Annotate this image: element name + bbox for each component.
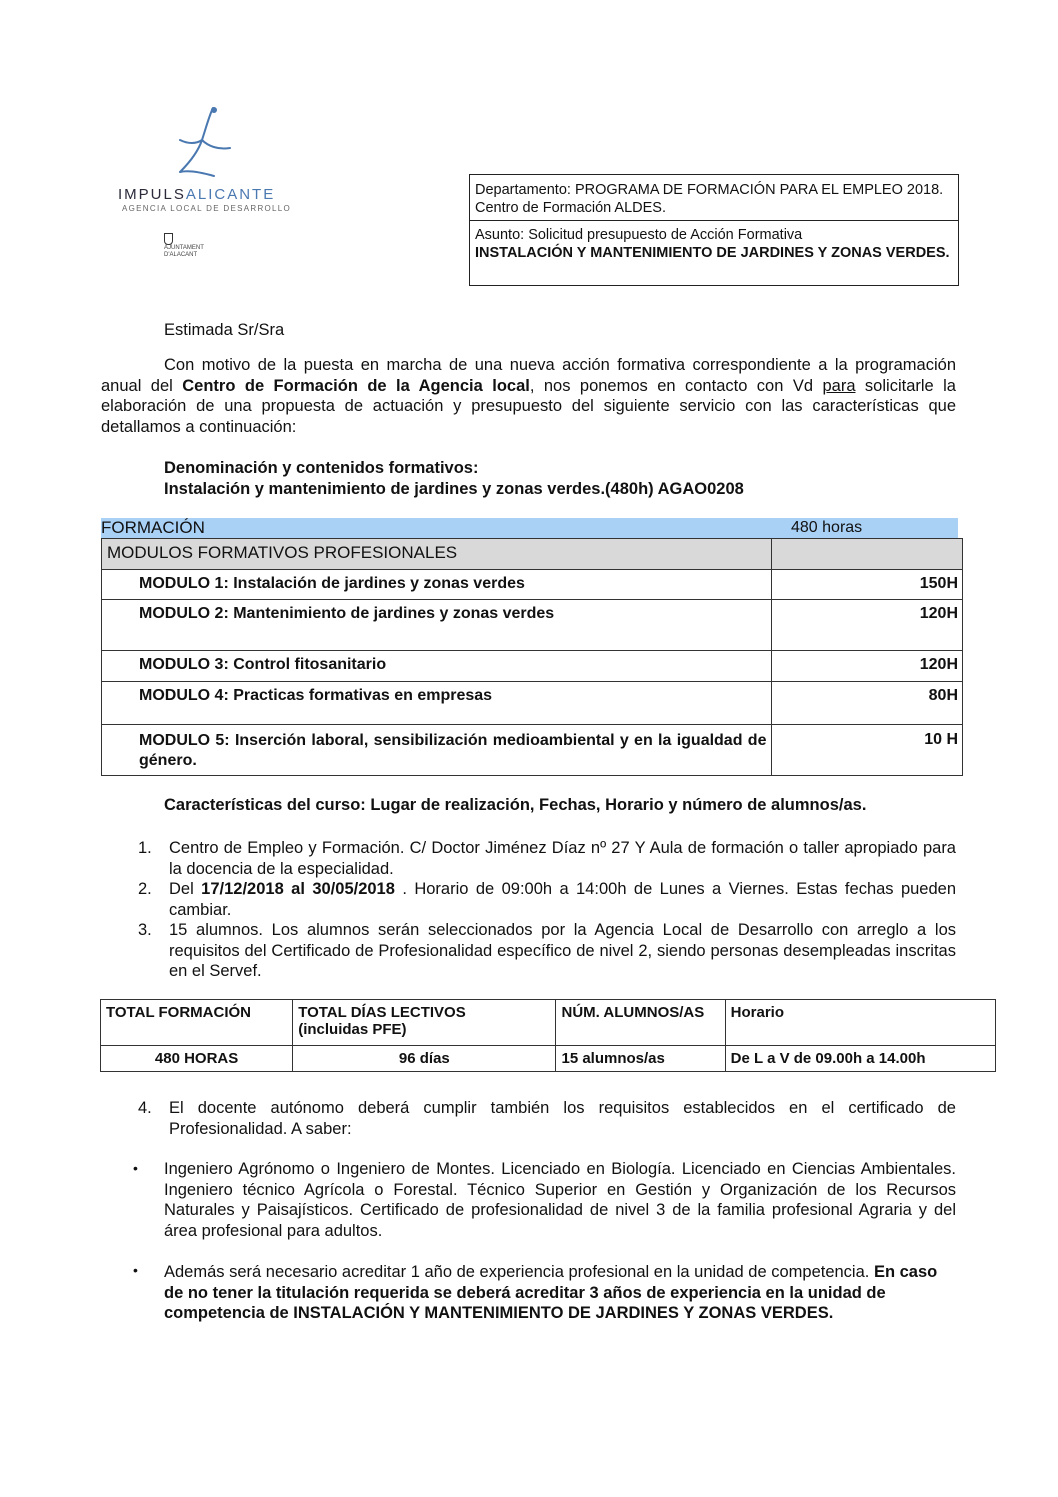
logo-subtitle: AGENCIA LOCAL DE DESARROLLO <box>122 204 292 213</box>
coat-of-arms-icon <box>164 233 173 245</box>
bullet-item-experiencia: Además será necesario acreditar 1 año de experiencia profesional en la unidad de competencia. En caso de no tener la titulación requerida se deberá acreditar 3 años de experiencia en la unidad de competencia de INSTALACIÓN Y MANTENIMIENTO DE JARDINES Y ZONAS VERDES. <box>164 1263 938 1322</box>
table-header: TOTAL FORMACIÓN <box>101 1000 293 1046</box>
module-hours: 80H <box>772 682 963 725</box>
bullet-item-titulacion: Ingeniero Agrónomo o Ingeniero de Montes. Licenciado en Biología. Licenciado en Ciencias Ambientales. Ingeniero técnico Agrícola o Forestal. Técnico Superior en Gestión y Organización de los Recursos Naturales y Paisajísticos. Certificado de profesionalidad de nivel 3 de la familia profesional Agraria y del área profesional para adultos. <box>164 1160 956 1240</box>
module-hours: 120H <box>772 600 963 651</box>
list-number: 2. <box>138 880 152 898</box>
denominacion-value: Instalación y mantenimiento de jardines y zonas verdes.(480h) AGAO0208 <box>164 480 744 498</box>
list-number: 1. <box>138 839 152 857</box>
header-box <box>469 174 959 286</box>
list-number: 4. <box>138 1099 152 1117</box>
modulos-header-empty <box>772 539 963 570</box>
module-label: MODULO 5: Inserción laboral, sensibilización medioambiental y en la igualdad de género. <box>102 725 772 776</box>
logo-swimmer-icon <box>110 100 270 190</box>
module-hours: 150H <box>772 570 963 600</box>
table-row <box>102 725 963 776</box>
modulos-header: MODULOS FORMATIVOS PROFESIONALES <box>102 539 772 570</box>
module-label: MODULO 3: Control fitosanitario <box>102 651 772 682</box>
module-hours: 10 H <box>772 725 963 776</box>
table-cell: De L a V de 09.00h a 14.00h <box>725 1046 995 1072</box>
module-hours: 120H <box>772 651 963 682</box>
caracteristicas-title: Características del curso: Lugar de realización, Fechas, Horario y número de alumnos/as. <box>164 796 867 814</box>
list-item: Centro de Empleo y Formación. C/ Doctor Jiménez Díaz nº 27 Y Aula de formación o taller apropiado para la docencia de la especialidad. <box>169 839 956 878</box>
table-row <box>101 1046 996 1072</box>
list-number: 3. <box>138 921 152 939</box>
table-row <box>102 682 963 725</box>
table-row <box>102 570 963 600</box>
bullet-icon: • <box>133 1160 138 1176</box>
list-item: Del 17/12/2018 al 30/05/2018 . Horario de 09:00h a 14:00h de Lunes a Viernes. Estas fechas pueden cambiar. <box>169 880 957 919</box>
module-label: MODULO 4: Practicas formativas en empresas <box>102 682 772 725</box>
asunto-row: Asunto: Solicitud presupuesto de Acción Formativa INSTALACIÓN Y MANTENIMIENTO DE JARDINES Y ZONAS VERDES. <box>475 227 950 261</box>
table-cell: 480 HORAS <box>101 1046 293 1072</box>
table-cell: 96 días <box>293 1046 556 1072</box>
module-label: MODULO 1: Instalación de jardines y zonas verdes <box>102 570 772 600</box>
intro-paragraph: Con motivo de la puesta en marcha de una nueva acción formativa correspondiente a la programación anual del Centro de Formación de la Agencia local, nos ponemos en contacto con Vd para solicitarle la elaboración de una propuesta de actuación y presupuesto del siguiente servicio con las características que detallamos a continuación: <box>101 356 956 436</box>
table-header: NÚM. ALUMNOS/AS <box>556 1000 725 1046</box>
formacion-bar <box>101 518 958 538</box>
table-row <box>102 651 963 682</box>
bullet-icon: • <box>133 1262 138 1278</box>
departamento-row: Departamento: PROGRAMA DE FORMACIÓN PARA EL EMPLEO 2018. Centro de Formación ALDES. <box>470 175 958 221</box>
table-row <box>101 1000 996 1046</box>
formacion-label: FORMACIÓN <box>101 518 205 537</box>
table-header: TOTAL DÍAS LECTIVOS (incluidas PFE) <box>293 1000 556 1046</box>
docente-text: El docente autónomo deberá cumplir también los requisitos establecidos en el certificado de Profesionalidad. A saber: <box>169 1099 956 1138</box>
table-header: Horario <box>725 1000 995 1046</box>
ayuntamiento-logo: AJUNTAMENT D'ALACANT <box>164 233 234 259</box>
table-row <box>102 600 963 651</box>
modulos-table <box>101 538 963 776</box>
list-item: 15 alumnos. Los alumnos serán seleccionados por la Agencia Local de Desarrollo con arreglo a los requisitos del Certificado de Profesionalidad específico de nivel 2, siendo personas desempleadas inscritas en el Servef. <box>169 921 956 980</box>
table-row <box>102 539 963 570</box>
formacion-hours: 480 horas <box>791 519 863 536</box>
denominacion-title: Denominación y contenidos formativos: <box>164 459 479 477</box>
resumen-table <box>100 999 996 1072</box>
table-cell: 15 alumnos/as <box>556 1046 725 1072</box>
greeting: Estimada Sr/Sra <box>164 321 285 339</box>
module-label: MODULO 2: Mantenimiento de jardines y zonas verdes <box>102 600 772 651</box>
logo-name: IMPULSALICANTE <box>118 186 276 203</box>
